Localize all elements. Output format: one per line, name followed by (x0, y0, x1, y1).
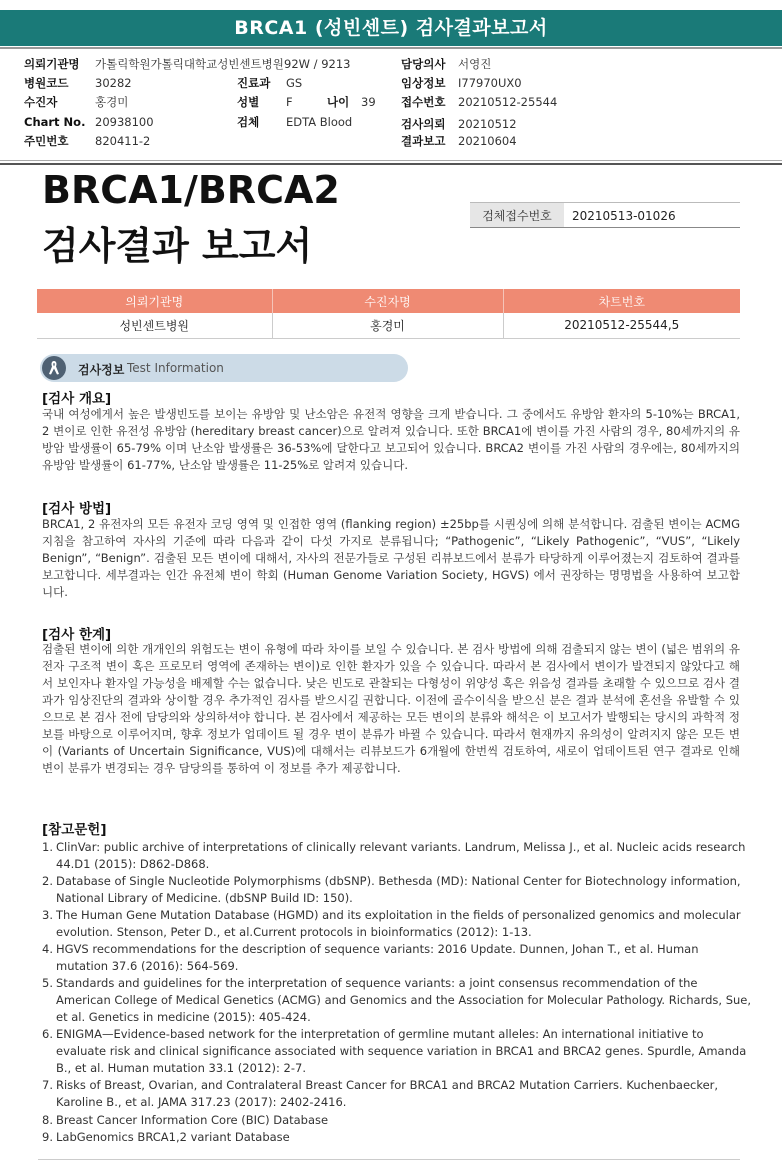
receipt-no-value: 20210512-25544 (458, 95, 558, 109)
report-header-title: BRCA1 (성빈센트) 검사결과보고서 (0, 10, 782, 46)
table-cell: 홍경미 (272, 313, 503, 338)
specimen-receipt-value: 20210513-01026 (564, 202, 740, 227)
reference-text: Standards and guidelines for the interpretation of sequence variants: a joint consensus recommendation of the American College of Medical Genetics (ACMG) and Genomics and the Association for Molecular Pathology. Richards, Sue, et al. Genetics in medicine (2015): 405-424. (56, 976, 752, 1025)
header-bottom-divider (0, 160, 782, 165)
method-heading: [검사 방법] (42, 501, 112, 517)
list-item (42, 907, 754, 941)
references-heading: [참고문헌] (42, 822, 107, 838)
specimen-value: EDTA Blood (286, 115, 353, 129)
ssn-value: 820411-2 (95, 134, 151, 148)
reference-text: Risks of Breast, Ovarian, and Contralateral Breast Cancer for BRCA1 and BRCA2 Mutation Carriers. Kuchenbaecker, Karoline B., et al. JAMA 317.23 (2017): 2402-2416. (56, 1078, 719, 1110)
specimen-receipt-label: 검체접수번호 (470, 202, 564, 227)
chart-no-label: Chart No. (24, 115, 86, 129)
ribbon-icon (42, 356, 66, 380)
institution-label: 의뢰기관명 (24, 57, 80, 71)
footer-divider (38, 1159, 740, 1160)
limits-body: 검출된 변이에 의한 개개인의 위험도는 변이 유형에 따라 차이를 보일 수 있습니다. 본 검사 방법에 의해 검출되지 않는 변이 (넓은 범위의 유전자 구조적 변이 혹은 프로모터 영역에 존재하는 변이)로 인한 환자가 있을 수 있습니다. 따라서 본 검사에서 변이가 발견되지 않았다고 해서 보인자나 환자일 가능성을 배제할 수는 없습니다. 낮은 빈도로 관찰되는 다형성이 위양성 혹은 위음성 결과를 초래할 수 있으므로 검사 결과가 임상진단의 결과와 상이할 경우 추가적인 검사를 받으시길 권합니다. 이전에 골수이식을 받으신 분은 결과 분석에 혼선을 유발할 수 있으므로 본 검사 전에 담당의와 상의하셔야 합니다. 본 검사에서 제공하는 모든 변이의 분류와 해석은 이 보고서가 발행되는 당시의 과학적 정보를 바탕으로 이루어지며, 향후 정보가 업데이트 될 경우 변이 분류가 바뀔 수 있습니다. 따라서 현재까지 유의성이 알려지지 않은 모든 변이 (Variants of Uncertain Significance, VUS)에 대해서는 리뷰보드가 6개월에 한번씩 검토하여, 새로이 업데이트된 연구 결과로 인해 변이 분류가 변경되는 경우 담당의를 통하여 이 정보를 추가 제공합니다. (42, 642, 740, 775)
chart-no-value: 20938100 (95, 115, 154, 129)
limits-heading: [검사 한계] (42, 627, 112, 643)
overview-body: 국내 여성에게서 높은 발생빈도를 보이는 유방암 및 난소암은 유전적 영향을 크게 받습니다. 그 중에서도 유방암 환자의 5-10%는 BRCA1, 2 변이로 인한 유전성 유방암 (hereditary breast cancer)으로 알려져 있습니다. 또한 BRCA1에 변이를 가진 사람의 경우, 80세까지의 유방암 발생률이 65-79% 이며 난소암 발생률은 36-53%에 달한다고 보고되어 있습니다. BRCA2 변이를 가진 사람의 경우에는, 80세까지의 유방암 발생률이 61-77%, 난소암 발생률은 11-25%로 알려져 있습니다. (42, 407, 740, 472)
reference-text: ClinVar: public archive of interpretations of clinically relevant variants. Landrum, Melissa J., et al. Nucleic acids research 44.D1 (2015): D862-D868. (56, 840, 746, 871)
sex-value: F (286, 95, 293, 109)
test-info-label: 검사정보 (78, 363, 125, 377)
list-item (42, 873, 754, 907)
references-list (42, 839, 754, 1146)
reference-text: HGVS recommendations for the description of sequence variants: 2016 Update. Dunnen, Johan T., et al. Human mutation 37.6 (2016): 564-569. (56, 942, 699, 974)
list-item (42, 941, 754, 975)
doctor-value: 서영진 (458, 57, 492, 71)
ward-value: 92W / 9213 (284, 57, 351, 71)
reference-text: The Human Gene Mutation Database (HGMD) and its exploitation in the fields of personalized genomics and molecular evolution. Stenson, Peter D., et al.Current protocols in bioinformatics (2012): 1-13. (56, 908, 741, 940)
table-cell: 성빈센트병원 (37, 313, 272, 338)
header-divider (0, 47, 782, 49)
patient-label: 수진자 (24, 95, 58, 109)
table-header: 의뢰기관명 (37, 289, 272, 313)
clinical-info-value: I77970UX0 (458, 76, 522, 90)
list-item (42, 1077, 754, 1111)
reference-number: 1. (42, 840, 53, 854)
receipt-no-label: 접수번호 (401, 95, 446, 109)
table-header: 차트번호 (503, 289, 740, 313)
reference-text: LabGenomics BRCA1,2 variant Database (56, 1129, 290, 1144)
reference-number: 6. (42, 1027, 53, 1042)
reference-text: Database of Single Nucleotide Polymorphisms (dbSNP). Bethesda (MD): National Center for Biotechnology information, National Library of Medicine. (dbSNP Build ID: 150). (56, 874, 741, 906)
reference-number: 9. (42, 1129, 53, 1144)
report-date-label: 결과보고 (401, 134, 446, 148)
reference-number: 8. (42, 1112, 53, 1127)
reference-text: ENIGMA—Evidence‐based network for the interpretation of germline mutant alleles: An international initiative to evaluate risk and clinical significance associated with sequence variation in BRCA1 and BRCA2 genes. Spurdle, Amanda B., et al. Human mutation 33.1 (2012): 2-7. (56, 1027, 747, 1076)
reference-number: 7. (42, 1078, 53, 1093)
sex-label: 성별 (237, 95, 260, 109)
doctor-label: 담당의사 (401, 57, 446, 71)
patient-value: 홍경미 (95, 95, 129, 109)
list-item (42, 1112, 754, 1129)
reference-text: Breast Cancer Information Core (BIC) Database (56, 1112, 329, 1127)
hospital-code-value: 30282 (95, 76, 132, 90)
institution-value: 가톨릭학원가톨릭대학교성빈센트병원 (95, 57, 284, 71)
hospital-code-label: 병원코드 (24, 76, 69, 90)
table-row (37, 313, 740, 338)
list-item (42, 1026, 754, 1077)
method-body: BRCA1, 2 유전자의 모든 유전자 코딩 영역 및 인접한 영역 (flanking region) ±25bp를 시퀀싱에 의해 분석합니다. 검출된 변이는 ACMG 지침을 참고하여 자사의 기준에 따라 다음과 같이 다섯 가지로 분류됩니다; “Pathogenic”, “Likely Pathogenic”, “VUS”, “Likely Benign”, “Benign”. 검출된 모든 변이에 대해서, 자사의 전문가들로 구성된 리뷰보드에서 분류가 타당하게 이루어졌는지 검토하여 결과를 보고합니다. 세부결과는 인간 유전체 변이 학회 (Human Genome Variation Society, HGVS) 에서 권장하는 명명법을 사용하여 보고합니다. (42, 517, 740, 599)
age-value: 39 (361, 95, 376, 109)
report-title-line1: BRCA1/BRCA2 (42, 168, 340, 212)
specimen-receipt-box (470, 202, 740, 228)
report-title-line2: 검사결과 보고서 (42, 224, 313, 268)
list-item (42, 975, 754, 1026)
clinical-info-label: 임상정보 (401, 76, 446, 90)
test-info-banner (40, 354, 408, 382)
reference-number: 2. (42, 874, 53, 889)
ssn-label: 주민번호 (24, 134, 69, 148)
test-info-sublabel: Test Information (127, 361, 224, 375)
specimen-label: 검체 (237, 115, 260, 129)
request-date-label: 검사의뢰 (401, 117, 446, 131)
report-date-value: 20210604 (458, 134, 517, 148)
list-item (42, 839, 754, 873)
age-label: 나이 (327, 95, 350, 109)
dept-label: 진료과 (237, 76, 271, 90)
reference-number: 3. (42, 908, 53, 923)
reference-number: 4. (42, 942, 53, 957)
dept-value: GS (286, 76, 303, 90)
overview-heading: [검사 개요] (42, 391, 112, 407)
table-header: 수진자명 (272, 289, 503, 313)
reference-number: 5. (42, 976, 53, 991)
table-cell: 20210512-25544,5 (503, 313, 740, 338)
patient-info-table (37, 289, 740, 339)
list-item (42, 1129, 754, 1146)
request-date-value: 20210512 (458, 117, 517, 131)
